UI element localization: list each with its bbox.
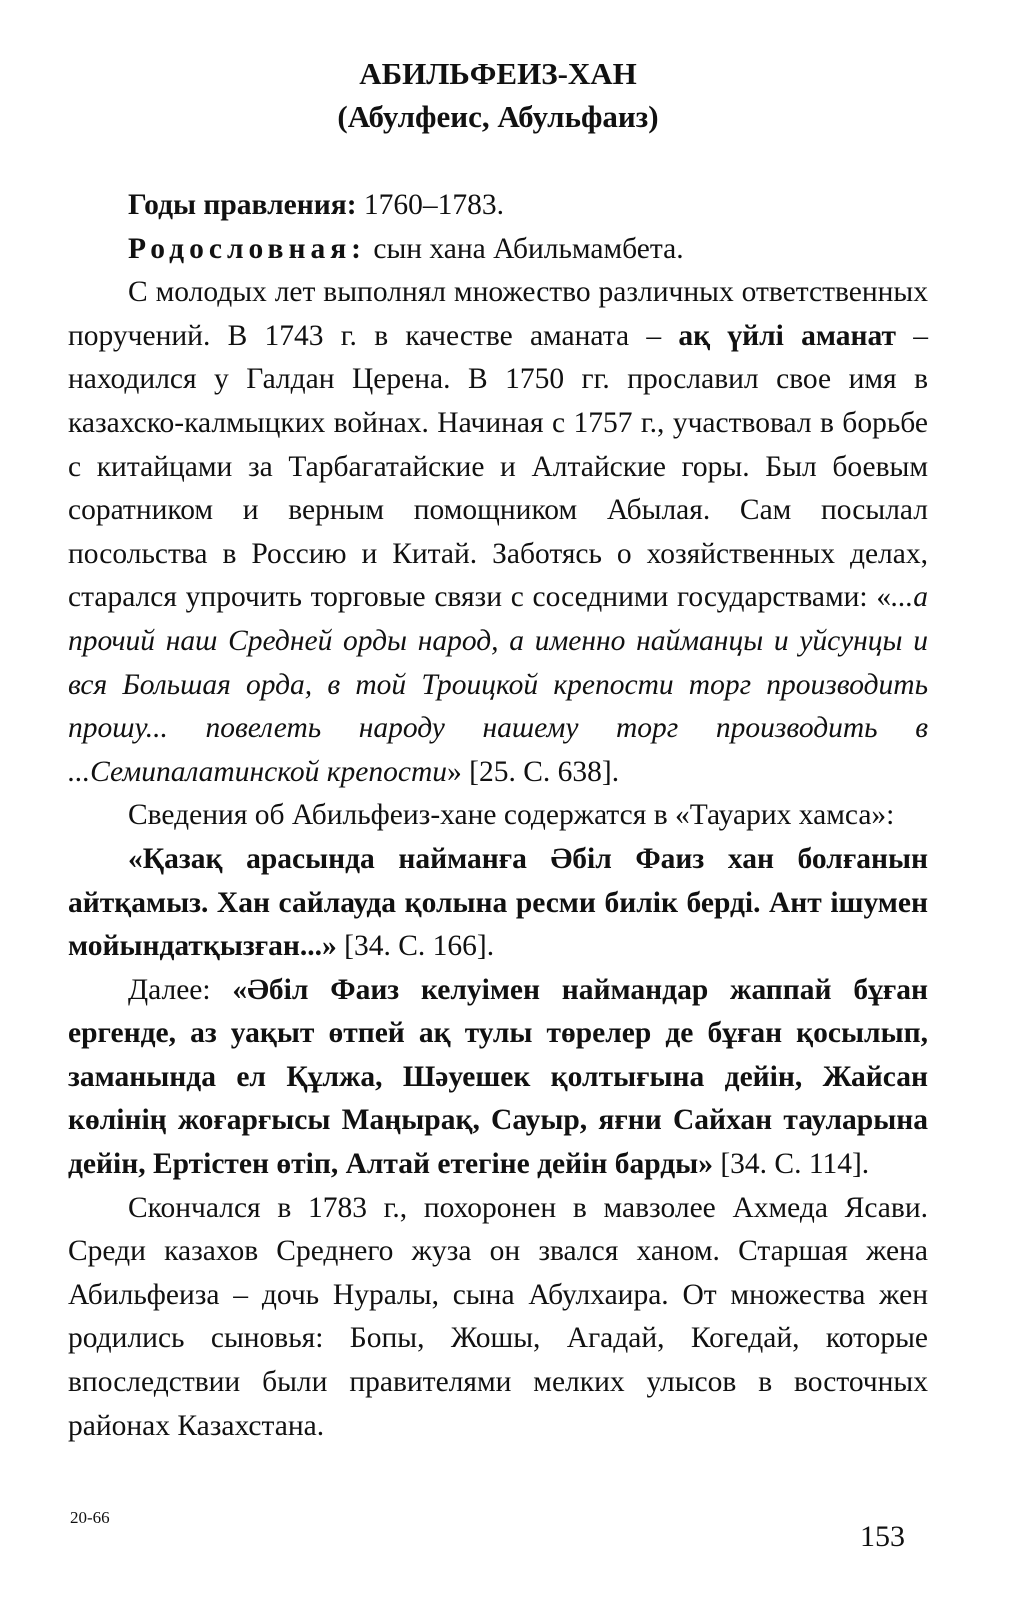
genealogy-paragraph xyxy=(68,228,928,272)
reign-value: 1760–1783. xyxy=(356,189,505,221)
biography-term: ақ үйлі аманат xyxy=(678,319,896,352)
genealogy-label: Родословная: xyxy=(128,232,366,265)
page-content xyxy=(68,52,928,1448)
reign-label: Годы правления: xyxy=(128,189,357,221)
page-subtitle: (Абулфеис, Абульфаиз) xyxy=(337,99,659,134)
further-paragraph xyxy=(68,969,928,1187)
page-number: 153 xyxy=(860,1520,905,1553)
biography-quote: ...а прочий наш Средней орды народ, а именно найманцы и уйсунцы и вся Большая орда, в той Троицкой крепости торг производить прошу... повелеть народу нашему торг производить в ...Семипалатинской крепости xyxy=(68,581,928,788)
kazakh-quote-paragraph xyxy=(68,838,928,969)
kazakh-quote-2-reference: [34. С. 114]. xyxy=(712,1148,870,1181)
kazakh-quote-1: «Қазақ арасында найманға Әбіл Фаиз хан болғанын айтқамыз. Хан сайлауда қолына ресми билік берді. Ант ішумен мойындатқызған...» xyxy=(68,842,928,963)
further-intro: Далее: xyxy=(128,973,233,1006)
biography-text-1: С молодых лет выполнял множество различных ответственных поручений. В 1743 г. в качестве аманата – xyxy=(68,276,928,352)
sources-paragraph: Сведения об Абильфеиз-хане содержатся в «Тауарих хамса»: xyxy=(128,799,895,832)
page-title: АБИЛЬФЕИЗ-ХАН xyxy=(359,56,637,91)
reign-paragraph xyxy=(68,184,928,228)
kazakh-quote-2: «Әбіл Фаиз келуімен наймандар жаппай бұған ергенде, аз уақыт өтпей ақ тулы төрелер де бұған қосылып, заманында ел Құлжа, Шәуешек қолтығына дейін, Жайсан көлінің жоғарғысы Маңырақ, Сауыр, яғни Сайхан тауларына дейін, Ертістен өтіп, Алтай етегіне дейін барды» xyxy=(68,973,928,1181)
death-paragraph: Скончался в 1783 г., похоронен в мавзолее Ахмеда Ясави. Среди казахов Среднего жуза он звался ханом. Старшая жена Абильфеиза – дочь Нуралы, сына Абулхаира. От множества жен родились сыновья: Бопы, Жошы, Агадай, Когедай, которые впоследствии были правителями мелких улысов в восточных районах Казахстана. xyxy=(68,1191,928,1442)
biography-text-2: – находился у Галдан Церена. В 1750 гг. прославил свое имя в казахско-калмыцких войнах. Начиная с 1757 г., участвовал в борьбе с китайцами за Тарбагатайские и Алтайские горы. Был боевым соратником и верным помощником Абылая. Сам посылал посольства в Россию и Китай. Заботясь о хозяйственных делах, старался упрочить торговые связи с соседними государствами: « xyxy=(68,319,929,614)
kazakh-quote-1-reference: [34. С. 166]. xyxy=(336,930,495,963)
genealogy-value: сын хана Абильмамбета. xyxy=(365,232,684,265)
biography-reference: » [25. С. 638]. xyxy=(447,755,620,788)
printer-signature: 20-66 xyxy=(70,1508,110,1527)
biography-paragraph xyxy=(68,271,928,794)
